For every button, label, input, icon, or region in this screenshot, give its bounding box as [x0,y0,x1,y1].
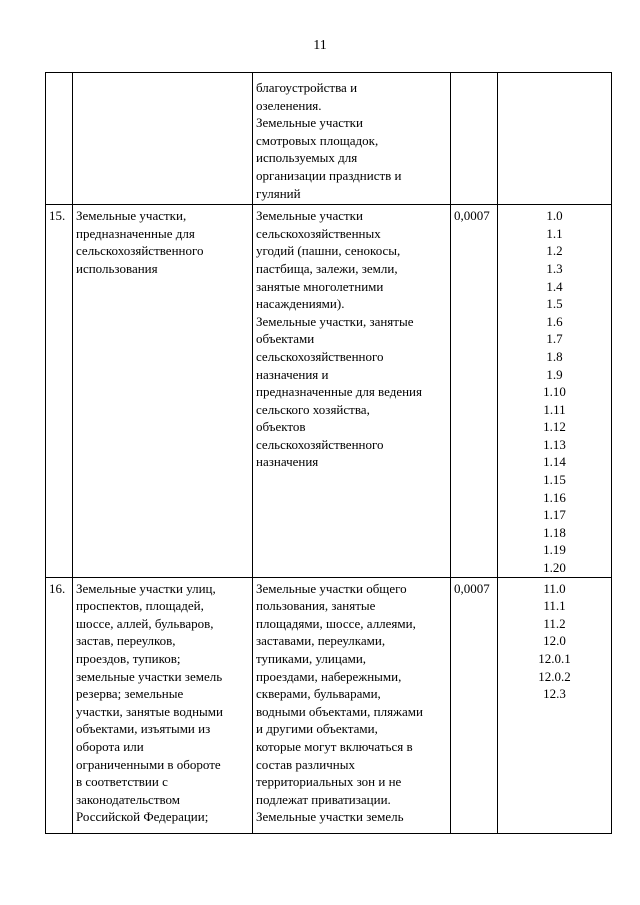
land-category-description [253,577,451,833]
use-code: 1.14 [543,454,566,470]
use-code: 1.9 [546,366,563,382]
text-line: гуляний [256,185,301,201]
use-code: 1.16 [543,489,566,505]
use-code: 1.18 [543,524,566,540]
land-category-name [73,205,253,577]
text-line: проездами, набережными, [256,668,402,684]
text-line: угодий (пашни, сенокосы, [256,243,401,259]
use-code: 1.3 [546,260,563,276]
text-line: в соответствии с [76,774,168,790]
text-line: Земельные участки [256,208,363,224]
use-code: 12.0 [543,633,566,649]
use-codes [498,73,612,205]
use-code: 1.7 [546,331,563,347]
text-line: которые могут включаться в [256,738,413,754]
row-number [46,73,73,205]
use-code: 1.8 [546,348,563,364]
text-line: благоустройства и [256,80,358,95]
text-line: организации праздниств и [256,167,402,183]
text-line: используемых для [256,150,358,166]
text-line: занятые многолетними [256,278,384,294]
use-code: 1.11 [543,401,566,417]
use-code: 1.19 [543,542,566,558]
text-line: назначения и [256,366,329,382]
table-row [46,577,612,833]
text-line: тупиками, улицами, [256,651,367,666]
use-codes [498,205,612,577]
text-line: пастбища, залежи, земли, [256,260,398,276]
tax-rate: 0,0007 [451,577,498,833]
table-row [46,205,612,577]
use-code: 1.0 [546,208,563,224]
use-code: 1.17 [543,507,566,523]
row-number: 15. [46,205,73,577]
use-code: 12.3 [543,686,566,702]
text-line: и другими объектами, [256,721,378,737]
text-line: площадями, шоссе, аллеями, [256,615,416,631]
text-line: объектами [256,331,315,347]
text-line: резерва; земельные [76,686,184,702]
text-line: Земельные участки, занятые [256,313,414,329]
land-category-name [73,577,253,833]
tax-rate: 0,0007 [451,205,498,577]
text-line: водными объектами, пляжами [256,703,423,719]
text-line: оборота или [76,738,144,754]
use-code: 12.0.2 [538,668,571,684]
text-line: насаждениями). [256,296,345,312]
use-code: 1.15 [543,472,566,488]
text-line: сельскохозяйственного [76,243,204,259]
text-line: состав различных [256,756,355,772]
use-code: 12.0.1 [538,651,571,666]
use-code: 1.5 [546,296,563,312]
use-code: 1.2 [546,243,563,259]
use-code: 11.1 [543,598,566,614]
land-rates-table [45,72,612,834]
text-line: объектов [256,419,306,435]
text-line: заставами, переулками, [256,633,386,649]
text-line: объектами, изъятыми из [76,721,211,737]
text-line: шоссе, аллей, бульваров, [76,615,214,631]
text-line: сельского хозяйства, [256,401,370,417]
text-line: проездов, тупиков; [76,651,181,666]
text-line: Земельные участки, [76,208,187,224]
text-line: смотровых площадок, [256,132,379,148]
text-line: застав, переулков, [76,633,176,649]
text-line: подлежат приватизации. [256,791,391,807]
row-number: 16. [46,577,73,833]
text-line: использования [76,260,158,276]
page-number: 11 [313,38,327,53]
text-line: Земельные участки общего [256,580,407,596]
text-line: ограниченными в обороте [76,756,221,772]
table-row [46,73,612,205]
text-line: Земельные участки улиц, [76,580,216,596]
use-code: 1.6 [546,313,563,329]
text-line: назначения [256,454,319,470]
land-category-description [253,205,451,577]
use-codes [498,577,612,833]
text-line: Российской Федерации; [76,809,209,825]
use-code: 11.2 [543,615,566,631]
use-code: 1.4 [546,278,563,294]
use-code: 1.20 [543,560,566,576]
text-line: проспектов, площадей, [76,598,204,614]
text-line: сельскохозяйственных [256,225,381,241]
text-line: сельскохозяйственного [256,436,384,452]
land-category-name [73,73,253,205]
text-line: пользования, занятые [256,598,376,614]
use-code: 1.13 [543,436,566,452]
text-line: сельскохозяйственного [256,348,384,364]
land-category-description [253,73,451,205]
text-line: озеленения. [256,97,322,113]
text-line: земельные участки земель [76,668,223,684]
use-code: 1.1 [546,225,563,241]
text-line: территориальных зон и не [256,774,402,790]
use-code: 1.10 [543,384,566,400]
use-code: 1.12 [543,419,566,435]
text-line: предназначенные для ведения [256,384,422,400]
text-line: Земельные участки [256,115,363,131]
text-line: Земельные участки земель [256,809,404,825]
text-line: законодательством [76,791,181,807]
text-line: участки, занятые водными [76,703,223,719]
text-line: предназначенные для [76,225,195,241]
use-code: 11.0 [543,580,566,596]
tax-rate [451,73,498,205]
text-line: скверами, бульварами, [256,686,381,702]
